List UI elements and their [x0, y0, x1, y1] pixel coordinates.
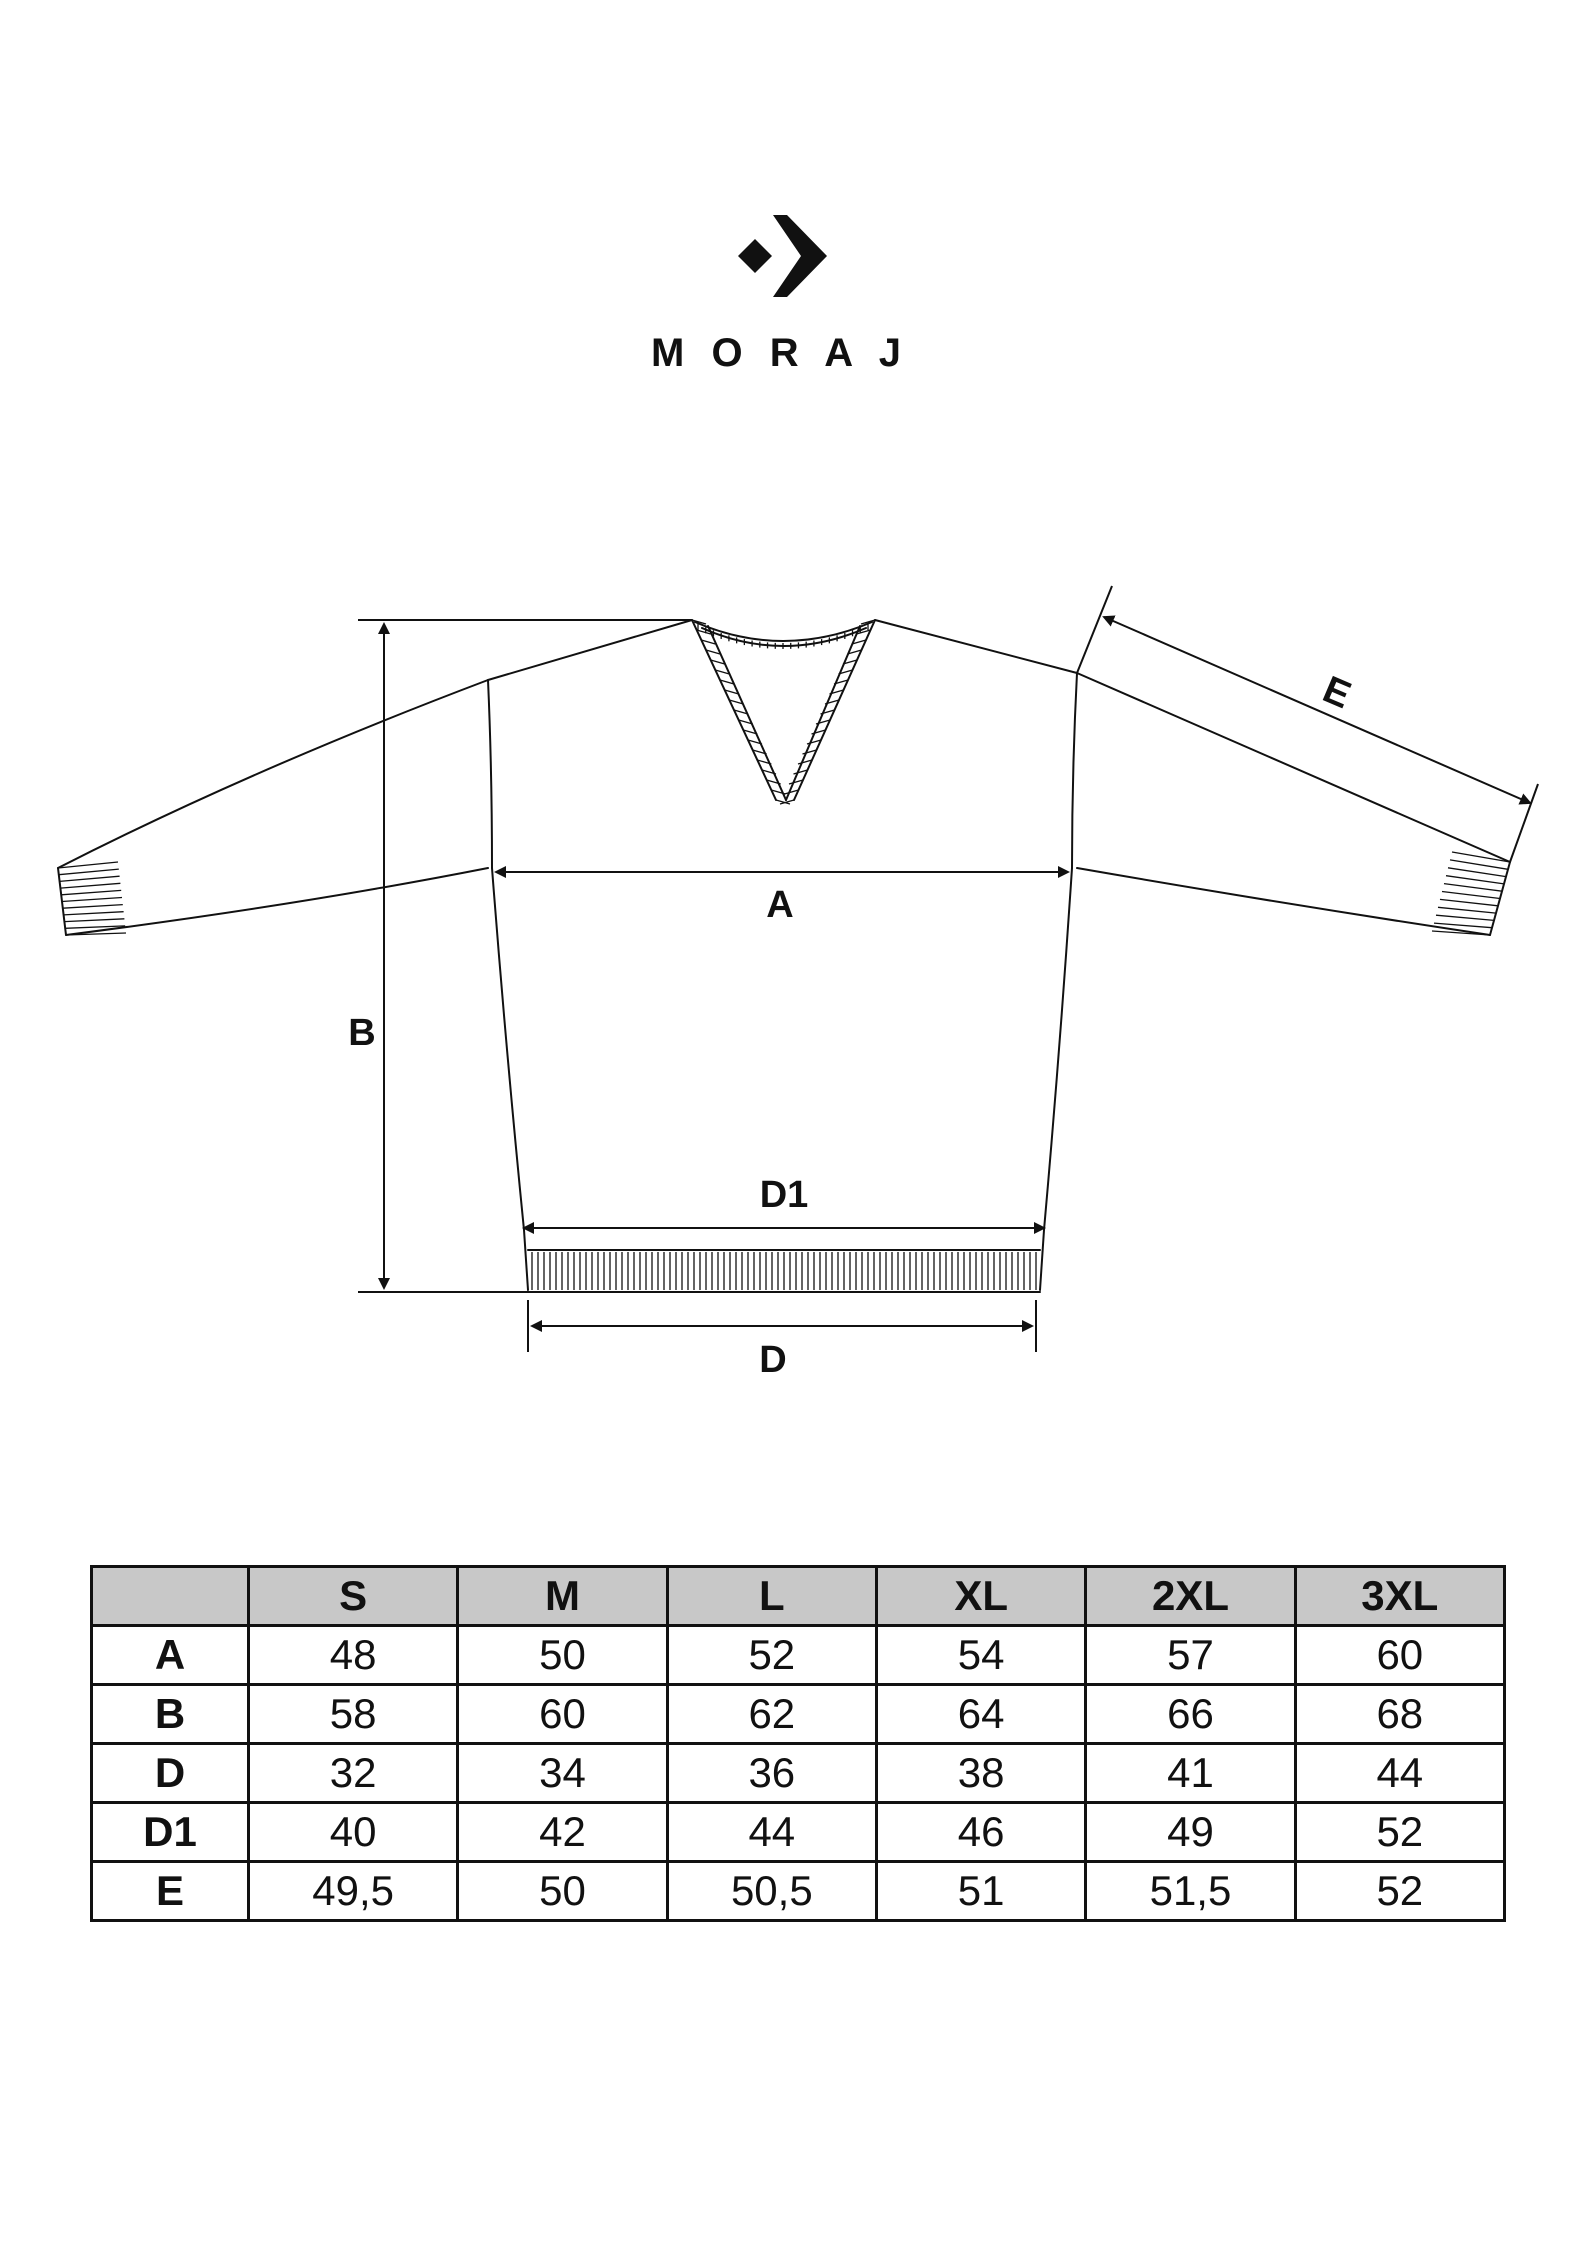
table-cell: 51	[876, 1862, 1085, 1921]
table-cell: 51,5	[1086, 1862, 1295, 1921]
header-corner	[92, 1567, 249, 1626]
table-cell: 50	[458, 1626, 667, 1685]
dimension-label-E: E	[1316, 668, 1357, 718]
dimension-label-D1: D1	[759, 1174, 809, 1216]
left-sleeve-top	[58, 680, 488, 868]
table-cell: 64	[876, 1685, 1085, 1744]
left-armhole-seam	[488, 680, 492, 868]
table-cell: 54	[876, 1626, 1085, 1685]
table-cell: 50,5	[667, 1862, 876, 1921]
table-cell: 68	[1295, 1685, 1504, 1744]
table-cell: 38	[876, 1744, 1085, 1803]
right-sleeve-bottom	[1077, 868, 1490, 935]
table-cell: 52	[667, 1626, 876, 1685]
header-size-s: S	[249, 1567, 458, 1626]
header-size-m: M	[458, 1567, 667, 1626]
table-row	[92, 1803, 1505, 1862]
table-cell: 46	[876, 1803, 1085, 1862]
table-cell: 32	[249, 1744, 458, 1803]
right-shoulder-line	[875, 620, 1077, 673]
table-cell: 58	[249, 1685, 458, 1744]
table-cell: 34	[458, 1744, 667, 1803]
size-chart-table	[90, 1565, 1506, 1922]
table-cell: 52	[1295, 1862, 1504, 1921]
header-size-l: L	[667, 1567, 876, 1626]
table-cell: 49	[1086, 1803, 1295, 1862]
header-size-2xl: 2XL	[1086, 1567, 1295, 1626]
row-label: D1	[92, 1803, 249, 1862]
dimension-line-E	[1104, 617, 1530, 803]
size-header-row	[92, 1567, 1505, 1626]
table-cell: 60	[458, 1685, 667, 1744]
table-row	[92, 1626, 1505, 1685]
left-sleeve-bottom	[66, 868, 488, 935]
table-cell: 52	[1295, 1803, 1504, 1862]
left-body-side	[492, 868, 528, 1290]
row-label: E	[92, 1862, 249, 1921]
header-size-3xl: 3XL	[1295, 1567, 1504, 1626]
table-cell: 66	[1086, 1685, 1295, 1744]
table-cell: 44	[1295, 1744, 1504, 1803]
row-label: B	[92, 1685, 249, 1744]
table-cell: 40	[249, 1803, 458, 1862]
row-label: A	[92, 1626, 249, 1685]
table-cell: 41	[1086, 1744, 1295, 1803]
table-cell: 57	[1086, 1626, 1295, 1685]
table-cell: 60	[1295, 1626, 1504, 1685]
right-armhole-seam	[1072, 673, 1077, 868]
table-cell: 44	[667, 1803, 876, 1862]
right-body-side	[1040, 868, 1072, 1290]
brand-name: M O R A J	[651, 331, 909, 375]
row-label: D	[92, 1744, 249, 1803]
table-cell: 49,5	[249, 1862, 458, 1921]
table-row	[92, 1685, 1505, 1744]
table-row	[92, 1862, 1505, 1921]
table-cell: 48	[249, 1626, 458, 1685]
table-cell: 42	[458, 1803, 667, 1862]
right-sleeve-top	[1077, 673, 1510, 862]
header-size-xl: XL	[876, 1567, 1085, 1626]
left-shoulder-line	[488, 620, 692, 680]
dimension-label-D: D	[759, 1339, 787, 1381]
table-row	[92, 1744, 1505, 1803]
dimension-label-A: A	[766, 884, 794, 926]
table-cell: 62	[667, 1685, 876, 1744]
table-cell: 50	[458, 1862, 667, 1921]
table-cell: 36	[667, 1744, 876, 1803]
dimension-label-B: B	[348, 1012, 376, 1054]
